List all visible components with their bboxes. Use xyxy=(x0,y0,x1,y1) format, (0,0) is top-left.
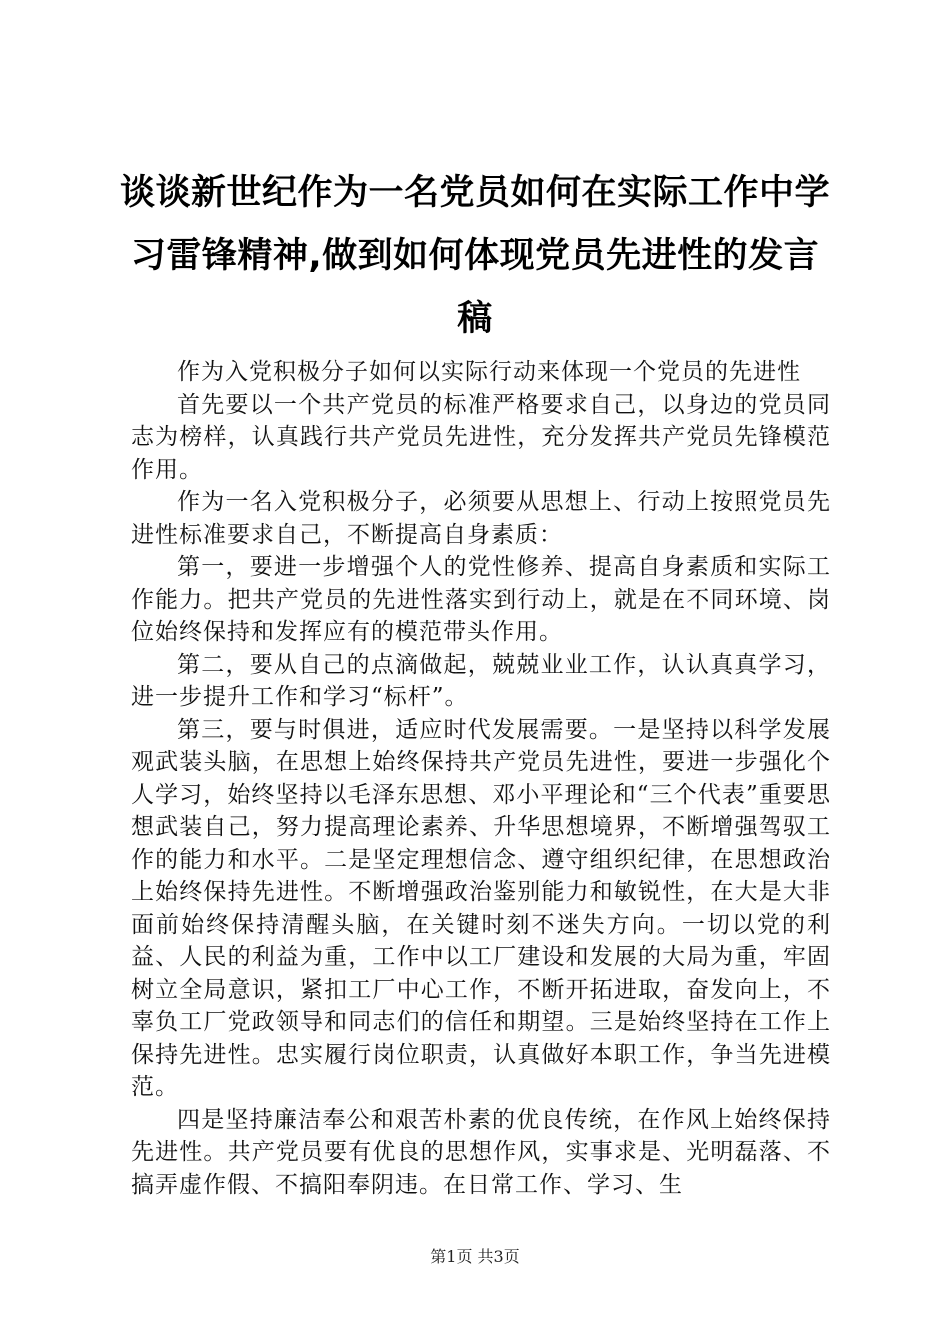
paragraph: 作为一名入党积极分子，必须要从思想上、行动上按照党员先进性标准要求自己，不断提高自身素质： xyxy=(131,489,831,548)
paragraph: 第三，要与时俱进，适应时代发展需要。一是坚持以科学发展观武装头脑，在思想上始终保持共产党员先进性，要进一步强化个人学习，始终坚持以毛泽东思想、邓小平理论和“三个代表”重要思想武装自己，努力提高理论素养、升华思想境界，不断增强驾驭工作的能力和水平。二是坚定理想信念、遵守组织纪律，在思想政治上始终保持先进性。不断增强政治鉴别能力和敏锐性，在大是大非面前始终保持清醒头脑，在关键时刻不迷失方向。一切以党的利益、人民的利益为重，工作中以工厂建设和发展的大局为重，牢固树立全局意识，紧扣工厂中心工作，不断开拓进取，奋发向上，不辜负工厂党政领导和同志们的信任和期望。三是始终坚持在工作上保持先进性。忠实履行岗位职责，认真做好本职工作，争当先进模范。 xyxy=(131,716,831,1100)
paragraph: 首先要以一个共产党员的标准严格要求自己，以身边的党员同志为榜样，认真践行共产党员先进性，充分发挥共产党员先锋模范作用。 xyxy=(131,391,831,483)
paragraph: 第二，要从自己的点滴做起，兢兢业业工作，认认真真学习，进一步提升工作和学习“标杆”。 xyxy=(131,651,831,710)
page-number-footer: 第1页 共3页 xyxy=(430,1247,520,1266)
document-title: 谈谈新世纪作为一名党员如何在实际工作中学习雷锋精神,做到如何体现党员先进性的发言稿 xyxy=(120,173,831,339)
document-body xyxy=(131,356,831,1201)
paragraph: 作为入党积极分子如何以实际行动来体现一个党员的先进性 xyxy=(177,359,801,385)
paragraph: 四是坚持廉洁奉公和艰苦朴素的优良传统，在作风上始终保持先进性。共产党员要有优良的思想作风，实事求是、光明磊落、不搞弄虚作假、不搞阳奉阴违。在日常工作、学习、生 xyxy=(131,1106,831,1198)
paragraph: 第一，要进一步增强个人的党性修养、提高自身素质和实际工作能力。把共产党员的先进性落实到行动上，就是在不同环境、岗位始终保持和发挥应有的模范带头作用。 xyxy=(131,554,831,645)
